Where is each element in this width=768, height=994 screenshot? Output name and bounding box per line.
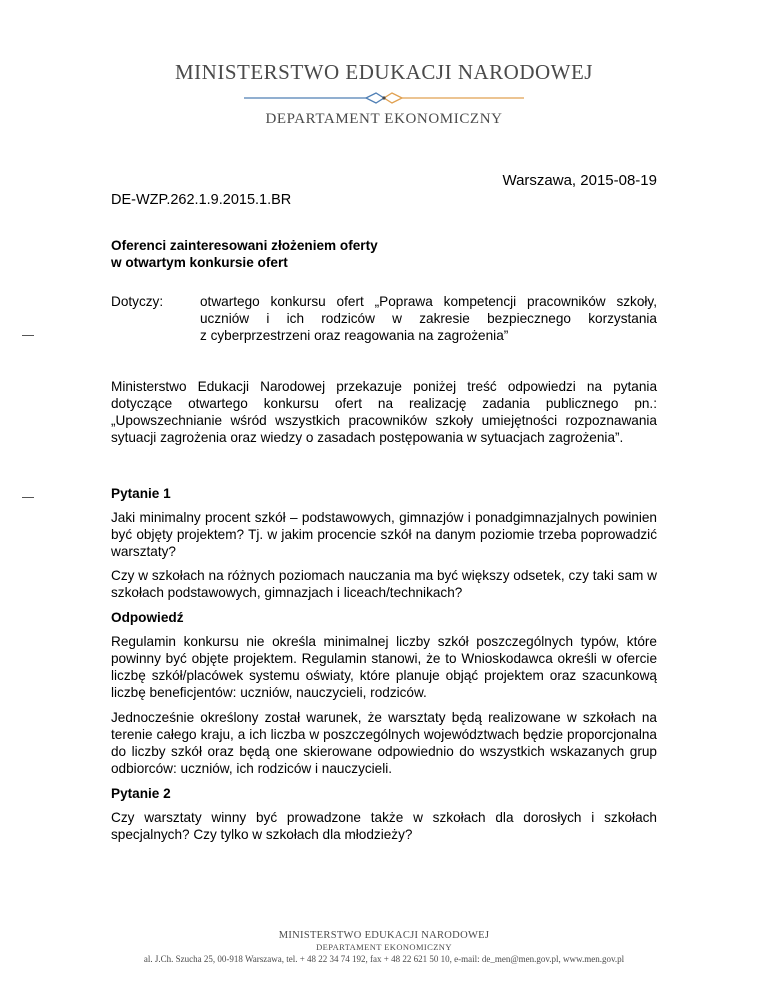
answer-1-paragraph: Jednocześnie określony został warunek, że warsztaty będą realizowane w szkołach na terenie całego kraju, a ich liczba w poszczególnych województwach będzie proporcjonalna do liczby szkół oraz będą one skierowane odpowiednio do wszystkich wskazanych grup odbiorców: uczniów, ich rodziców i nauczycieli. — [111, 710, 657, 776]
department-name: DEPARTAMENT EKONOMICZNY — [265, 111, 503, 127]
page-footer — [0, 930, 768, 964]
intro-paragraph: Ministerstwo Edukacji Narodowej przekazuje poniżej treść odpowiedzi na pytania dotyczące otwartego konkursu ofert na realizację zadania publicznego pn.: „Upowszechnianie wśród wszystkich pracowników szkoły umiejętności rozpoznawania sytuacji zagrożenia oraz wiedzy o zasadach postępowania w sytuacjach zagrożenia”. — [111, 379, 657, 445]
letterhead-divider — [204, 87, 564, 109]
reference-number: DE-WZP.262.1.9.2015.1.BR — [111, 192, 292, 208]
pen-nib-emblem-icon — [204, 87, 564, 109]
answer-1-paragraph: Regulamin konkursu nie określa minimalnej liczby szkół poszczególnych typów, które powinny być objęte projektem. Regulamin stanowi, że to Wnioskodawca określi w ofercie liczbę szkół/placówek systemu oświaty, które planuje objąć projektem oraz szacunkową liczbę beneficjentów: uczniów, nauczycieli, rodziców. — [111, 634, 657, 700]
margin-fold-mark — [22, 335, 34, 336]
subject-label: Dotyczy: — [111, 294, 164, 309]
margin-fold-mark — [22, 497, 34, 498]
question-1-text: Jaki minimalny procent szkół – podstawowych, gimnazjów i ponadgimnazjalnych powinien być objęty projektem? Tj. w jakim procencie szkół na danym poziomie trzeba poprowadzić warsztaty? — [111, 510, 657, 559]
subject-line: z cyberprzestrzeni oraz reagowania na zagrożenia” — [200, 328, 509, 343]
letterhead — [0, 60, 768, 128]
subject-line: otwartego konkursu ofert „Poprawa kompetencji pracowników szkoły, — [200, 294, 657, 309]
question-1-heading: Pytanie 1 — [111, 486, 171, 501]
answer-1-heading: Odpowiedź — [111, 610, 184, 625]
subject-line: uczniów i ich rodziców w zakresie bezpiecznego korzystania — [200, 311, 657, 326]
footer-ministry: MINISTERSTWO EDUKACJI NARODOWEJ — [278, 930, 490, 941]
ministry-name: MINISTERSTWO EDUKACJI NARODOWEJ — [175, 60, 593, 84]
question-1-followup: Czy w szkołach na różnych poziomach nauczania ma być większy odsetek, czy taki sam w szkołach podstawowych, gimnazjach i liceach/technikach? — [111, 568, 657, 600]
place-date: Warszawa, 2015-08-19 — [502, 172, 657, 189]
footer-address: al. J.Ch. Szucha 25, 00-918 Warszawa, tel. + 48 22 34 74 192, fax + 48 22 621 50 10, e-mail: de_men@men.gov.pl, www.men.gov.pl — [143, 954, 625, 964]
question-2-text: Czy warsztaty winny być prowadzone także w szkołach dla dorosłych i szkołach specjalnych? Czy tylko w szkołach dla młodzieży? — [111, 810, 657, 842]
addressee-line: Oferenci zainteresowani złożeniem oferty — [111, 238, 378, 253]
question-2-heading: Pytanie 2 — [111, 786, 171, 801]
addressee — [111, 237, 657, 271]
footer-department: DEPARTAMENT EKONOMICZNY — [316, 942, 452, 952]
addressee-line: w otwartym konkursie ofert — [111, 255, 288, 270]
